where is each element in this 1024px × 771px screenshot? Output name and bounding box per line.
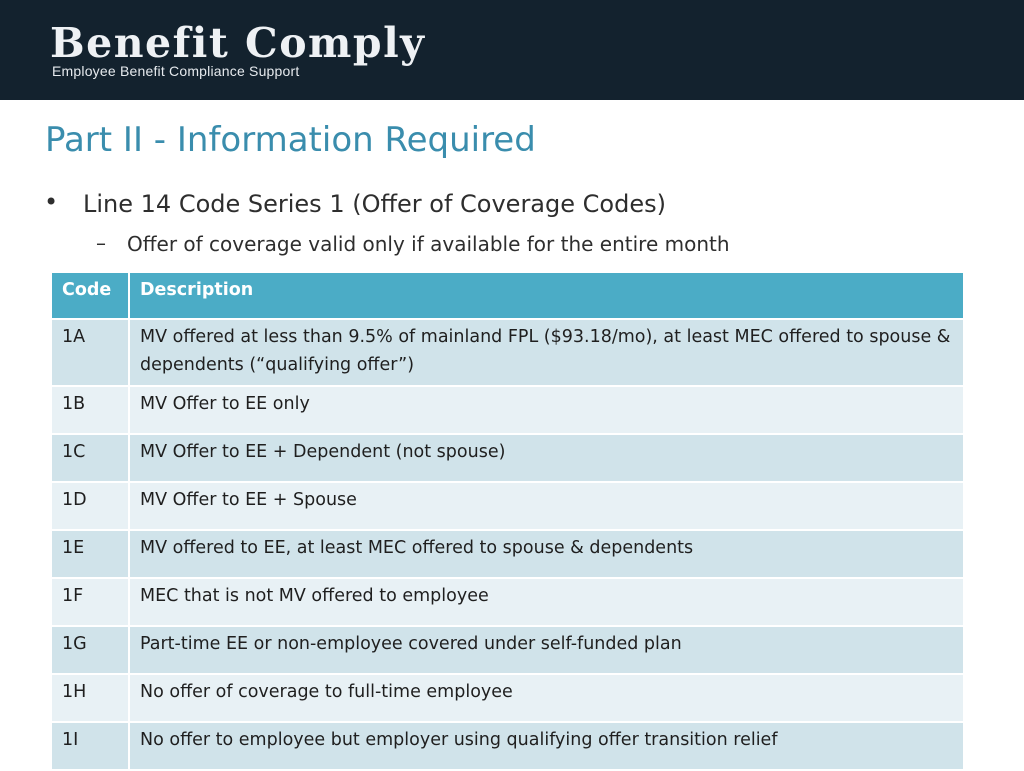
description-cell: No offer to employee but employer using qualifying offer transition relief — [129, 722, 964, 770]
description-cell: MV offered at less than 9.5% of mainland FPL ($93.18/mo), at least MEC offered to spouse & dependents (“qualifying offer”) — [129, 319, 964, 386]
brand-logo-name: Benefit Comply — [50, 19, 426, 67]
bullet-text: Line 14 Code Series 1 (Offer of Coverage Codes) — [83, 190, 666, 218]
table-row — [51, 578, 964, 626]
code-cell: 1H — [51, 674, 129, 722]
code-cell: 1C — [51, 434, 129, 482]
table-header-row — [51, 272, 964, 319]
table-row — [51, 722, 964, 770]
table-row — [51, 674, 964, 722]
description-cell: MEC that is not MV offered to employee — [129, 578, 964, 626]
table-row — [51, 482, 964, 530]
description-cell: MV Offer to EE only — [129, 386, 964, 434]
description-cell: MV offered to EE, at least MEC offered to spouse & dependents — [129, 530, 964, 578]
column-header-code: Code — [51, 272, 129, 319]
bullet-icon: • — [44, 188, 59, 216]
slide-title: Part II - Information Required — [45, 120, 536, 160]
description-cell: MV Offer to EE + Dependent (not spouse) — [129, 434, 964, 482]
code-cell: 1I — [51, 722, 129, 770]
sub-bullet-text: Offer of coverage valid only if available for the entire month — [127, 232, 730, 256]
code-cell: 1G — [51, 626, 129, 674]
description-cell: MV Offer to EE + Spouse — [129, 482, 964, 530]
dash-icon: – — [96, 231, 106, 255]
description-cell: Part-time EE or non-employee covered under self-funded plan — [129, 626, 964, 674]
table-row — [51, 626, 964, 674]
brand-tagline: Employee Benefit Compliance Support — [52, 63, 300, 79]
code-cell: 1A — [51, 319, 129, 386]
column-header-description: Description — [129, 272, 964, 319]
offer-codes-table — [50, 271, 965, 771]
table-row — [51, 530, 964, 578]
table-row — [51, 319, 964, 386]
code-cell: 1D — [51, 482, 129, 530]
description-cell: No offer of coverage to full-time employee — [129, 674, 964, 722]
table-row — [51, 386, 964, 434]
code-cell: 1E — [51, 530, 129, 578]
code-cell: 1F — [51, 578, 129, 626]
table-row — [51, 434, 964, 482]
header-bar — [0, 0, 1024, 100]
code-cell: 1B — [51, 386, 129, 434]
